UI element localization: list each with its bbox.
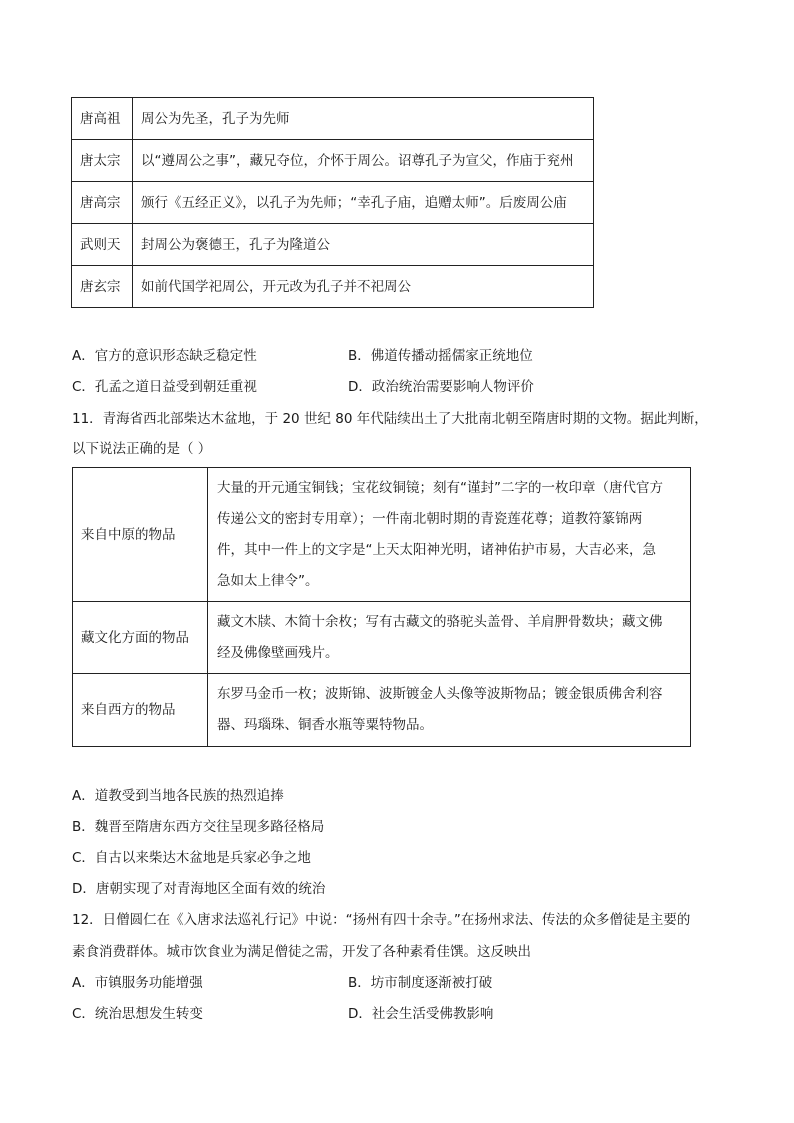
q12-option-b: B．坊市制度逐渐被打破 (348, 975, 493, 991)
artifact-items (208, 602, 691, 674)
table-row (72, 224, 594, 266)
policy-description: 如前代国学祀周公，开元改为孔子并不祀周公 (133, 266, 594, 308)
table-row (73, 602, 691, 674)
q10-option-c: C．孔孟之道日益受到朝廷重视 (72, 379, 257, 395)
q11-stem-line1: 11．青海省西北部柴达木盆地，于 20 世纪 80 年代陆续出土了大批南北朝至隋唐时期的文物。据此判断， (72, 411, 708, 427)
emperor-name: 唐高祖 (72, 98, 133, 140)
emperor-name: 唐太宗 (72, 140, 133, 182)
q10-option-b: B．佛道传播动摇儒家正统地位 (348, 348, 533, 364)
q12-option-a: A．市镇服务功能增强 (72, 975, 203, 991)
table-row (72, 140, 594, 182)
artifact-items (208, 674, 691, 747)
q11-option-b: B．魏晋至隋唐东西方交往呈现多路径格局 (72, 819, 325, 835)
artifact-line: 传递公文的密封专用章）；一件南北朝时期的青瓷莲花尊；道教符篆锦两 (217, 510, 643, 527)
emperor-name: 唐玄宗 (72, 266, 133, 308)
q10-option-d: D．政治统治需要影响人物评价 (348, 379, 534, 395)
q12-option-c: C．统治思想发生转变 (72, 1006, 203, 1022)
artifact-category: 来自中原的物品 (73, 468, 208, 602)
policy-description: 以“遵周公之事”，藏兄夺位，介怀于周公。诏尊孔子为宣父，作庙于兖州 (133, 140, 594, 182)
artifact-line: 东罗马金币一枚；波斯锦、波斯镀金人头像等波斯物品；镀金银质佛舍利容 (217, 686, 663, 702)
q11-option-d: D．唐朝实现了对青海地区全面有效的统治 (72, 881, 326, 897)
table-row (72, 98, 594, 140)
artifact-line: 器、玛瑙珠、铜香水瓶等粟特物品。 (217, 717, 433, 733)
table-row (73, 674, 691, 747)
artifact-items (208, 468, 691, 602)
q10-option-a: A．官方的意识形态缺乏稳定性 (72, 348, 257, 364)
emperor-name: 唐高宗 (72, 182, 133, 224)
policy-description: 颁行《五经正义》，以孔子为先师；“幸孔子庙，追赠太师”。后废周公庙 (133, 182, 594, 224)
artifact-category: 来自西方的物品 (73, 674, 208, 747)
artifact-line: 大量的开元通宝铜钱；宝花纹铜镜；刻有“谨封”二字的一枚印章（唐代官方 (217, 479, 663, 496)
emperor-name: 武则天 (72, 224, 133, 266)
q12-stem-line2: 素食消费群体。城市饮食业为满足僧徒之需，开发了各种素肴佳馔。这反映出 (72, 944, 531, 960)
emperor-policy-table (71, 97, 594, 308)
policy-description: 周公为先圣，孔子为先师 (133, 98, 594, 140)
artifacts-table (72, 467, 691, 747)
q12-stem-line1: 12．日僧圆仁在《入唐求法巡礼行记》中说：“扬州有四十余寺。”在扬州求法、传法的众多僧徒是主要的 (72, 912, 691, 928)
table-row (72, 182, 594, 224)
artifact-line: 急如太上律令”。 (217, 572, 319, 589)
table-row (72, 266, 594, 308)
artifact-line: 藏文木牍、木简十余枚；写有古藏文的骆驼头盖骨、羊肩胛骨数块；藏文佛 (217, 613, 663, 630)
artifact-line: 件，其中一件上的文字是“上天太阳神光明，诸神佑护市易，大吉必来，急 (217, 541, 656, 558)
q11-option-c: C．自古以来柴达木盆地是兵家必争之地 (72, 850, 311, 866)
q12-option-d: D．社会生活受佛教影响 (348, 1006, 494, 1022)
artifact-category: 藏文化方面的物品 (73, 602, 208, 674)
table-row (73, 468, 691, 602)
artifact-line: 经及佛像壁画残片。 (217, 644, 339, 661)
q11-stem-line2: 以下说法正确的是（ ） (72, 441, 212, 457)
policy-description: 封周公为褒德王，孔子为隆道公 (133, 224, 594, 266)
q11-option-a: A．道教受到当地各民族的热烈追捧 (72, 788, 284, 804)
